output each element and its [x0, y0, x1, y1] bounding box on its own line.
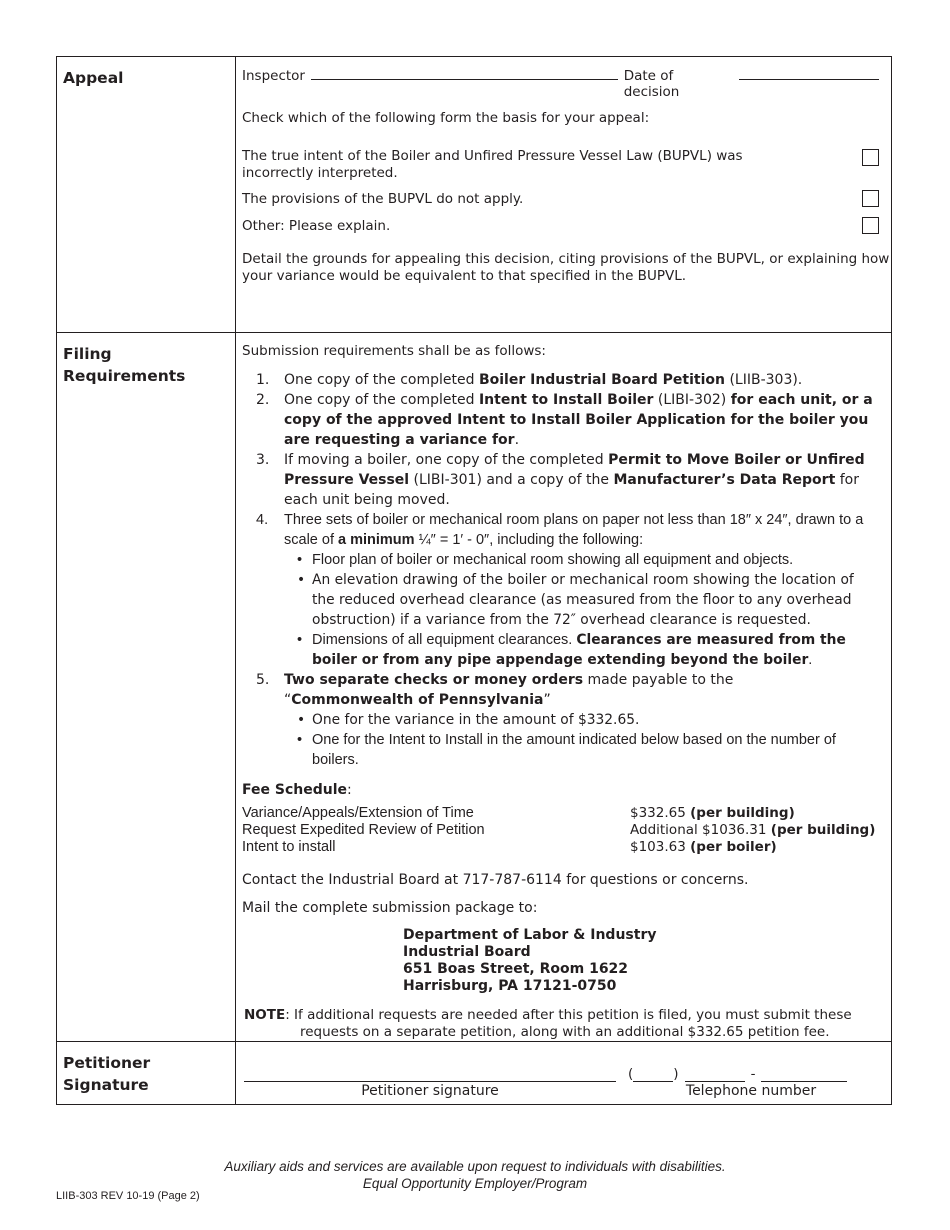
inspector-field[interactable] [311, 67, 618, 80]
item-text: One copy of the completed [284, 372, 479, 388]
fee-item: Intent to install [242, 839, 336, 855]
fee-schedule [242, 805, 879, 856]
fee-amount-unit: (per boiler) [690, 839, 777, 855]
filing-requirements-section [57, 333, 892, 1042]
appeal-heading: Appeal [63, 69, 124, 87]
item-number: 1. [256, 372, 270, 388]
fee-row [242, 822, 879, 839]
fee-schedule-title [242, 782, 879, 799]
item-bold: for each unit, or a copy of the approved Intent to Install Boiler Application for the boiler you are requesting a variance for [284, 392, 873, 448]
bullet-text: Dimensions of all equipment clearances. [312, 632, 577, 648]
phone-open-paren: ( [628, 1066, 634, 1082]
filing-intro: Submission requirements shall be as follows: [242, 343, 546, 359]
date-of-decision-label: Date of decision [623, 68, 680, 100]
appeal-detail-instructions: Detail the grounds for appealing this decision, citing provisions of the BUPVL, or explaining how your variance would be equivalent to that specified in the BUPVL. [242, 251, 890, 284]
signature-lines [244, 1066, 879, 1082]
payment-bullet: • One for the variance in the amount of $332.65. [284, 710, 879, 730]
address-line: Harrisburg, PA 17121-0750 [403, 978, 617, 994]
inspector-label: Inspector [242, 68, 305, 84]
signature-heading-line1: Petitioner [63, 1054, 151, 1072]
form-id: LIIB-303 REV 10-19 (Page 2) [56, 1190, 200, 1202]
item-text: “ [284, 692, 292, 708]
appeal-option-row [242, 191, 879, 208]
appeal-label [57, 57, 236, 333]
appeal-option-text: Other: Please explain. [242, 218, 391, 234]
appeal-section [57, 57, 892, 333]
requirement-item [242, 670, 879, 770]
item-text: ” [543, 692, 551, 708]
item-bold: Boiler Industrial Board Petition [478, 372, 725, 388]
item-text: for each unit being moved. [284, 472, 859, 508]
item-text: Three sets of boiler or mechanical room plans on paper not less than 18″ x 24″, drawn to a scale of [284, 512, 864, 548]
plan-bullet: • An elevation drawing of the boiler or mechanical room showing the location of the reduced overhead clearance (as measured from the floor to any overhead obstruction) if a variance from the 72″ overhead clearance is requested. [284, 570, 879, 630]
requirement-item [242, 370, 879, 390]
item-bold: Intent to Install Boiler [478, 392, 654, 408]
telephone-caption: Telephone number [685, 1083, 817, 1099]
fee-title-bold: Fee Schedule [242, 782, 347, 798]
appeal-intro: Check which of the following form the basis for your appeal: [242, 110, 650, 126]
filing-heading-line2: Requirements [63, 367, 186, 385]
filing-label [57, 333, 236, 1042]
contact-text: Contact the Industrial Board at 717-787-6114 for questions or concerns. [242, 872, 749, 888]
item-bold: Commonwealth of Pennsylvania [291, 692, 544, 708]
appeal-option-text: The true intent of the Boiler and Unfired Pressure Vessel Law (BUPVL) was incorrectly interpreted. [242, 148, 743, 181]
note-line [244, 1007, 879, 1024]
item-bold: Two separate checks or money orders [284, 672, 584, 688]
fee-amount [630, 805, 795, 822]
footer-line: Auxiliary aids and services are available upon request to individuals with disabilities. [224, 1159, 726, 1174]
requirement-item [242, 510, 879, 670]
item-text: (LIBI-301) and a copy of the [409, 472, 614, 488]
item-number: 4. [256, 512, 269, 528]
appeal-option-text: The provisions of the BUPVL do not apply. [242, 191, 524, 207]
fee-item: Variance/Appeals/Extension of Time [242, 805, 474, 821]
item-text: made payable to the [583, 672, 734, 688]
appeal-option-2-checkbox[interactable] [862, 190, 879, 207]
plan-requirements-list [284, 550, 879, 670]
appeal-option-row [242, 148, 879, 182]
fee-amount-text: $332.65 [630, 805, 691, 821]
item-bold: Permit to Move Boiler or Unfired Pressure Vessel [284, 452, 865, 488]
signature-label [57, 1042, 236, 1105]
item-number: 5. [256, 672, 270, 688]
filing-heading-line1: Filing [63, 345, 112, 363]
address-line: 651 Boas Street, Room 1622 [403, 961, 629, 977]
mail-intro: Mail the complete submission package to: [242, 900, 538, 916]
filing-content [236, 333, 892, 1042]
fee-title-colon: : [347, 782, 352, 798]
item-bold: a minimum [338, 532, 415, 548]
phone-line-field[interactable] [761, 1069, 847, 1082]
inspector-row [242, 67, 879, 100]
fee-row [242, 839, 879, 856]
petitioner-signature-field[interactable] [244, 1069, 616, 1082]
fee-amount-text: Additional $1036.31 [630, 822, 771, 838]
fee-item: Request Expedited Review of Petition [242, 822, 485, 838]
fee-amount-text: $103.63 [630, 839, 691, 855]
mailing-address [403, 927, 879, 995]
bullet-text: . [808, 652, 813, 668]
requirement-item [242, 450, 879, 510]
item-text: One copy of the completed [284, 392, 479, 408]
petition-form-table [56, 56, 892, 1105]
accessibility-footer [0, 1158, 950, 1192]
item-text: . [514, 432, 520, 448]
note-block [244, 1007, 879, 1041]
item-number: 3. [256, 452, 270, 468]
item-bold: Manufacturer’s Data Report [613, 472, 836, 488]
signature-section [57, 1042, 892, 1105]
payment-bullet: • One for the Intent to Install in the amount indicated below based on the number of boilers. [284, 730, 879, 770]
bullet-bold: Clearances are measured from the boiler or from any pipe appendage extending beyond the boiler [312, 632, 846, 668]
date-of-decision-field[interactable] [739, 67, 879, 80]
item-text: If moving a boiler, one copy of the completed [284, 452, 609, 468]
fee-amount [630, 839, 777, 856]
phone-dash: - [750, 1066, 756, 1082]
signature-content [236, 1042, 892, 1105]
footer-line: Equal Opportunity Employer/Program [362, 1176, 588, 1191]
petitioner-signature-caption: Petitioner signature [361, 1083, 499, 1099]
appeal-option-1-checkbox[interactable] [862, 149, 879, 166]
signature-heading-line2: Signature [63, 1076, 149, 1094]
payment-list [284, 710, 879, 770]
appeal-content [236, 57, 892, 333]
signature-captions [244, 1083, 879, 1099]
item-text: (LIIB-303). [725, 372, 803, 388]
appeal-option-row [242, 218, 879, 235]
requirements-list [242, 370, 879, 770]
requirement-item [242, 390, 879, 450]
note-label: NOTE [244, 1007, 286, 1023]
appeal-option-3-checkbox[interactable] [862, 217, 879, 234]
fee-amount [630, 822, 875, 839]
note-text: : If additional requests are needed after this petition is filed, you must submit these [285, 1007, 852, 1023]
fee-amount-unit: (per building) [690, 805, 795, 821]
phone-prefix-field[interactable] [685, 1069, 745, 1082]
item-number: 2. [256, 392, 270, 408]
address-line: Department of Labor & Industry [403, 927, 657, 943]
item-text: ¼″ = 1′ - 0″, including the following: [414, 532, 644, 548]
item-text: (LIBI-302) [653, 392, 731, 408]
plan-bullet [284, 630, 879, 670]
fee-row [242, 805, 879, 822]
phone-area-code-field[interactable] [633, 1069, 673, 1082]
note-line: requests on a separate petition, along with an additional $332.65 petition fee. [300, 1024, 830, 1040]
address-line: Industrial Board [403, 944, 531, 960]
plan-bullet: • Floor plan of boiler or mechanical room showing all equipment and objects. [284, 550, 879, 570]
fee-amount-unit: (per building) [770, 822, 876, 838]
phone-close-paren: ) [673, 1066, 679, 1082]
